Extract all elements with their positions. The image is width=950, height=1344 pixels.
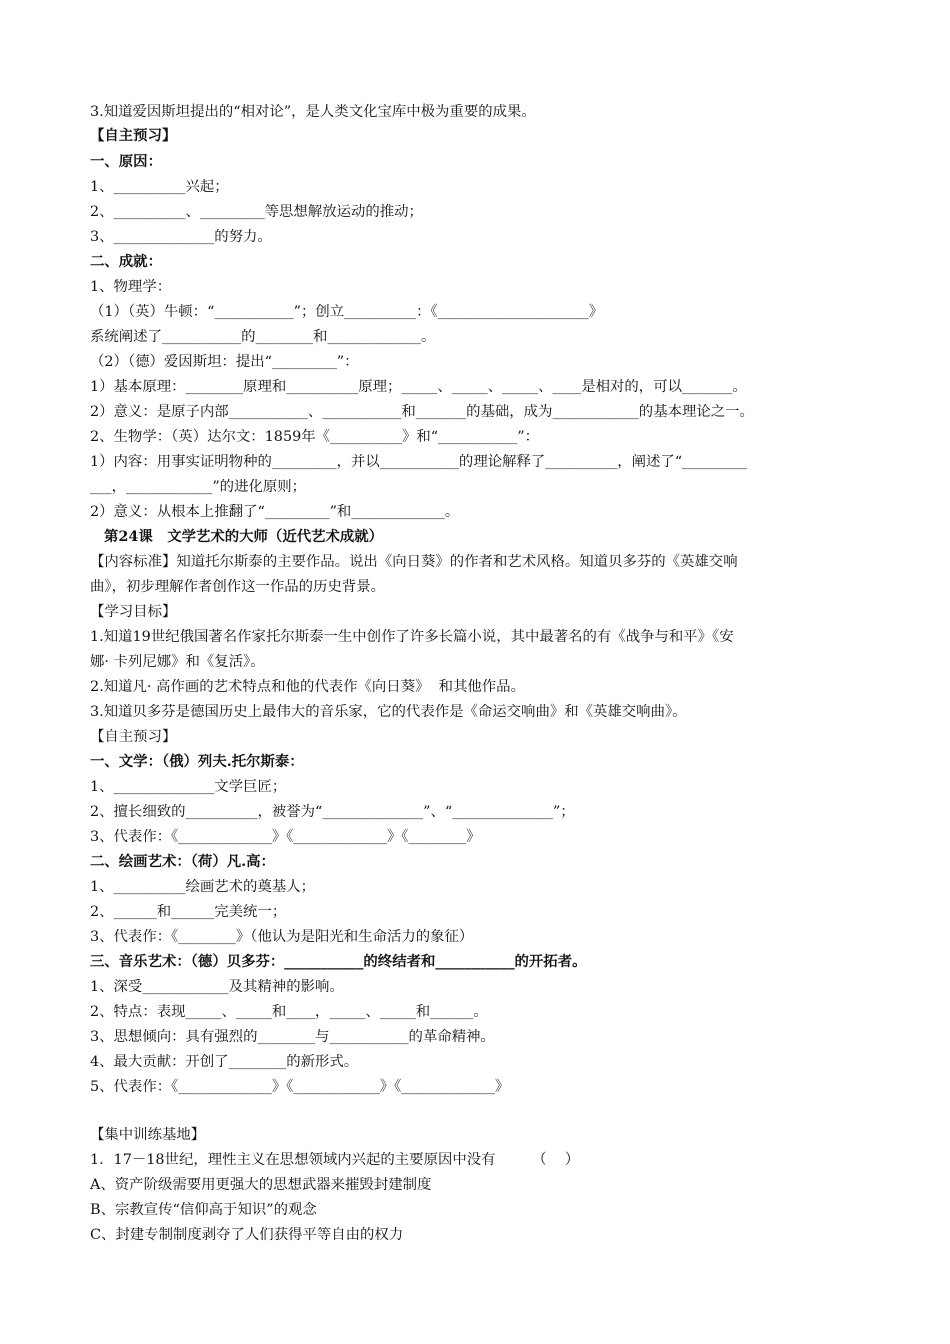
text-line: 2、______和______完美统一； xyxy=(90,904,287,920)
subsection-heading: 二、成就： xyxy=(90,253,162,270)
text-line: 2.知道凡· 高作画的艺术特点和他的代表作《向日葵》 和其他作品。 xyxy=(90,679,525,695)
answer-option: A、资产阶级需要用更强大的思想武器来摧毁封建制度 xyxy=(90,1177,432,1193)
text-line: （2）（德）爱因斯坦：提出“_________”： xyxy=(90,354,359,370)
text-line: 娜· 卡列尼娜》和《复活》。 xyxy=(90,654,265,670)
text-line: 2、擅长细致的__________，被誉为“______________”、“______________”； xyxy=(90,804,575,820)
subsection-heading: 一、文学：（俄）列夫.托尔斯泰： xyxy=(90,753,304,770)
section-heading: 【集中训练基地】 xyxy=(90,1127,206,1143)
text-line: 【内容标准】知道托尔斯泰的主要作品。说出《向日葵》的作者和艺术风格。知道贝多芬的《英雄交响 xyxy=(90,554,738,570)
text-line: 5、代表作：《_____________》《____________》《_____________》 xyxy=(90,1079,510,1095)
text-line: 3、______________的努力。 xyxy=(90,229,272,245)
text-line: （1）（英）牛顿：“___________”；创立__________：《_____________________》 xyxy=(90,304,604,320)
text-line: 2、生物学：（英）达尔文：1859年《__________》和“___________”： xyxy=(90,429,540,445)
text-line: 1、__________兴起； xyxy=(90,179,229,195)
text-line: 4、最大贡献：开创了________的新形式。 xyxy=(90,1054,359,1070)
subsection-heading: 二、绘画艺术：（荷）凡.高： xyxy=(90,853,275,870)
section-heading: 【自主预习】 xyxy=(90,729,177,745)
text-line: 系统阐述了___________的________和_____________。 xyxy=(90,329,436,345)
text-line: 曲》，初步理解作者创作这一作品的历史背景。 xyxy=(90,579,386,595)
text-line: 2、__________、_________等思想解放运动的推动； xyxy=(90,204,423,220)
text-line: 2）意义：是原子内部___________、___________和_______的基础，成为____________的基本理论之一。 xyxy=(90,404,754,420)
subsection-heading: 一、原因： xyxy=(90,153,162,170)
lesson-title: 第24课 文学艺术的大师（近代艺术成就） xyxy=(104,528,384,545)
text-line: 2）意义：从根本上推翻了“_________”和_____________。 xyxy=(90,504,460,520)
text-line: 2、特点：表现_____、_____和____，_____、_____和______。 xyxy=(90,1004,488,1020)
text-line: 1）内容：用事实证明物种的_________，并以___________的理论解释了__________，阐述了“_________ xyxy=(90,454,747,470)
text-line: 3.知道爱因斯坦提出的“相对论”，是人类文化宝库中极为重要的成果。 xyxy=(90,104,536,120)
answer-option: B、宗教宣传“信仰高于知识”的观念 xyxy=(90,1202,317,1218)
text-line: 1、物理学： xyxy=(90,279,172,295)
text-line: 3.知道贝多芬是德国历史上最伟大的音乐家，它的代表作是《命运交响曲》和《英雄交响曲》。 xyxy=(90,704,687,720)
text-line: 1、深受____________及其精神的影响。 xyxy=(90,979,344,995)
text-line: 1、__________绘画艺术的奠基人； xyxy=(90,879,316,895)
section-heading: 【学习目标】 xyxy=(90,604,177,620)
question-stem: 1．17－18世纪，理性主义在思想领域内兴起的主要原因中没有 （ ） xyxy=(90,1152,580,1168)
text-line: 1.知道19世纪俄国著名作家托尔斯泰一生中创作了许多长篇小说，其中最著名的有《战争与和平》《安 xyxy=(90,629,734,645)
text-line: 3、思想倾向：具有强烈的________与___________的革命精神。 xyxy=(90,1029,495,1045)
answer-option: C、封建专制制度剥夺了人们获得平等自由的权力 xyxy=(90,1227,404,1243)
subsection-heading: 三、音乐艺术：（德）贝多芬：___________的终结者和___________的开拓者。 xyxy=(90,953,587,970)
text-line: ___，____________”的进化原则； xyxy=(90,479,307,495)
text-line: 3、代表作：《________》（他认为是阳光和生命活力的象征） xyxy=(90,929,474,945)
text-line: 3、代表作：《_____________》《_____________》《________》 xyxy=(90,829,481,845)
text-line: 1、______________文学巨匠； xyxy=(90,779,287,795)
text-line: 1）基本原理：________原理和__________原理；_____、_____、_____、____是相对的，可以_______。 xyxy=(90,379,747,395)
section-heading: 【自主预习】 xyxy=(90,127,177,144)
